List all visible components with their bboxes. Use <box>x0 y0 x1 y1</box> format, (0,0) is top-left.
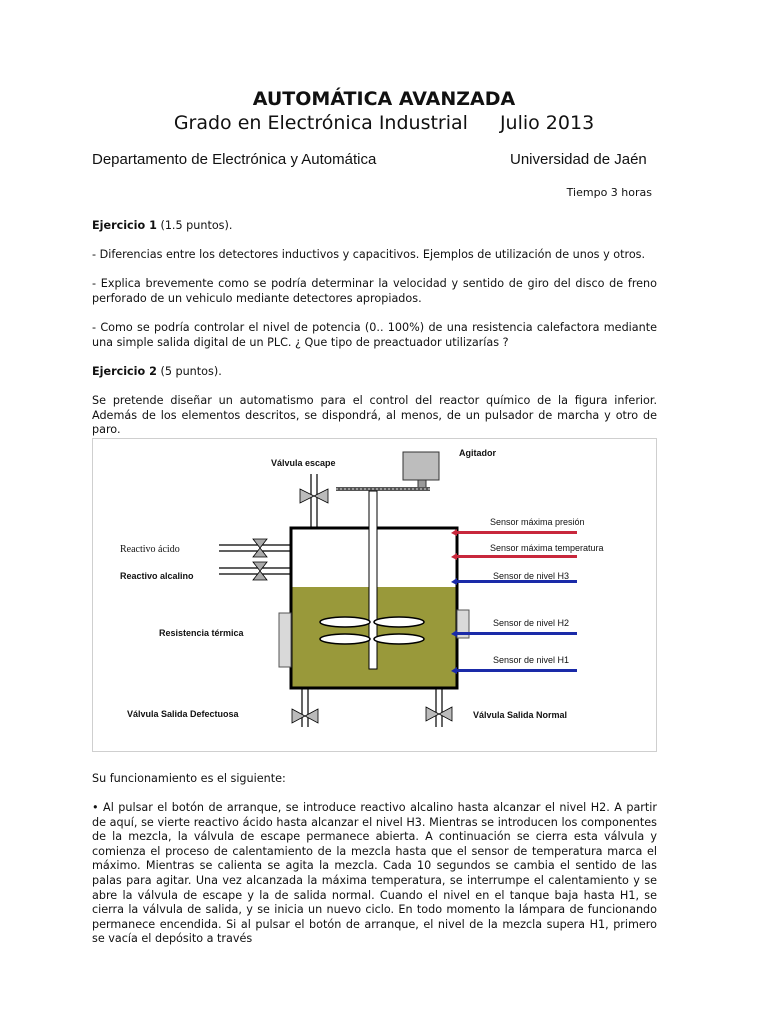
label-sensor-temp: Sensor máxima temperatura <box>490 543 604 553</box>
label-agitator: Agitador <box>459 448 496 458</box>
exercise1-question-2: - Explica brevemente como se podría determinar la velocidad y sentido de giro del disco de freno perforado de un vehiculo mediante detectores apropiados. <box>92 277 657 305</box>
agitator-blade <box>320 634 370 644</box>
subtitle <box>0 112 768 134</box>
exercise2-heading <box>92 365 657 380</box>
agitator-rack <box>336 487 430 491</box>
agitator-motor-base <box>418 480 426 488</box>
label-heater: Resistencia térmica <box>159 628 244 638</box>
exercise1-question-1: - Diferencias entre los detectores inductivos y capacitivos. Ejemplos de utilización de unos y otros. <box>92 248 646 261</box>
exercise2-title: Ejercicio 2 <box>92 365 157 378</box>
sensor-pressure-icon <box>451 529 457 536</box>
degree-name: Grado en Electrónica Industrial <box>173 112 468 134</box>
defect-valve-icon <box>292 709 305 723</box>
label-sensor-pressure: Sensor máxima presión <box>490 517 585 527</box>
exercise1-heading <box>92 219 657 234</box>
heater-left <box>279 613 291 667</box>
exam-date: Julio 2013 <box>499 112 595 134</box>
exam-duration: Tiempo 3 horas <box>566 186 652 199</box>
agitator-blade <box>374 634 424 644</box>
label-acid: Reactivo ácido <box>120 544 180 555</box>
sensor-temp-icon <box>451 553 457 560</box>
label-normal-valve: Válvula Salida Normal <box>473 710 568 720</box>
page-title: AUTOMÁTICA AVANZADA <box>252 88 516 110</box>
exercise2-intro: Se pretende diseñar un automatismo para el control del reactor químico de la figura inferior. Además de los elementos descritos, se dispondrá, al menos, de un pulsador de marcha y otro de paro. <box>92 394 657 437</box>
normal-valve-icon <box>426 707 439 721</box>
alkaline-valve-icon <box>253 562 267 571</box>
agitator-shaft <box>369 491 377 669</box>
exercise1-points: (1.5 puntos). <box>160 219 233 232</box>
exercise1-question-3: - Como se podría controlar el nivel de potencia (0.. 100%) de una resistencia calefactora mediante una simple salida digital de un PLC. ¿ Que tipo de preactuador utilizarías ? <box>92 321 657 349</box>
university: Universidad de Jaén <box>510 151 647 168</box>
label-sensor-h2: Sensor de nivel H2 <box>493 618 570 628</box>
label-sensor-h3: Sensor de nivel H3 <box>493 571 570 581</box>
label-alkaline: Reactivo alcalino <box>120 571 194 581</box>
label-defect-valve: Válvula Salida Defectuosa <box>127 709 239 719</box>
sensor-h3-icon <box>451 578 457 585</box>
label-sensor-h1: Sensor de nivel H1 <box>493 655 570 665</box>
agitator-motor <box>403 452 439 480</box>
operation-heading: Su funcionamiento es el siguiente: <box>92 772 286 785</box>
operation-description: • Al pulsar el botón de arranque, se introduce reactivo alcalino hasta alcanzar el nivel H2. A partir de aquí, se vierte reactivo ácido hasta alcanzar el nivel H3. Mientras se introducen los componentes de la mezcla, la válvula de escape permanece abierta. A continuación se cierra esta válvula y comienza el proceso de calentamiento de la mezcla hasta que el sensor de temperatura marca el máximo. Mientras se calienta se agita la mezcla. Cada 10 segundos se cambia el sentido de las palas para agitar. Una vez alcanzada la máxima temperatura, se interrumpe el calentamiento y se abre la válvula de escape y la de salida normal. Cuando el nivel en el tanque baja hasta H1, se cierra la válvula de salida, y se inicia un nuevo ciclo. En todo momento la lámpara de funcionando permanece encendida. Si al pulsar el botón de arranque, el nivel de la mezcla supera H1, primero se vacía el depósito a través <box>92 801 657 946</box>
exhaust-valve-icon <box>300 489 314 503</box>
reactor-diagram <box>92 438 657 752</box>
department: Departamento de Electrónica y Automática <box>92 151 377 168</box>
agitator-blade <box>320 617 370 627</box>
reactor-diagram-svg <box>93 439 656 751</box>
label-exhaust-valve: Válvula escape <box>271 458 336 468</box>
agitator-blade <box>374 617 424 627</box>
acid-valve-icon <box>253 539 267 548</box>
exercise2-points: (5 puntos). <box>160 365 222 378</box>
exercise1-title: Ejercicio 1 <box>92 219 157 232</box>
